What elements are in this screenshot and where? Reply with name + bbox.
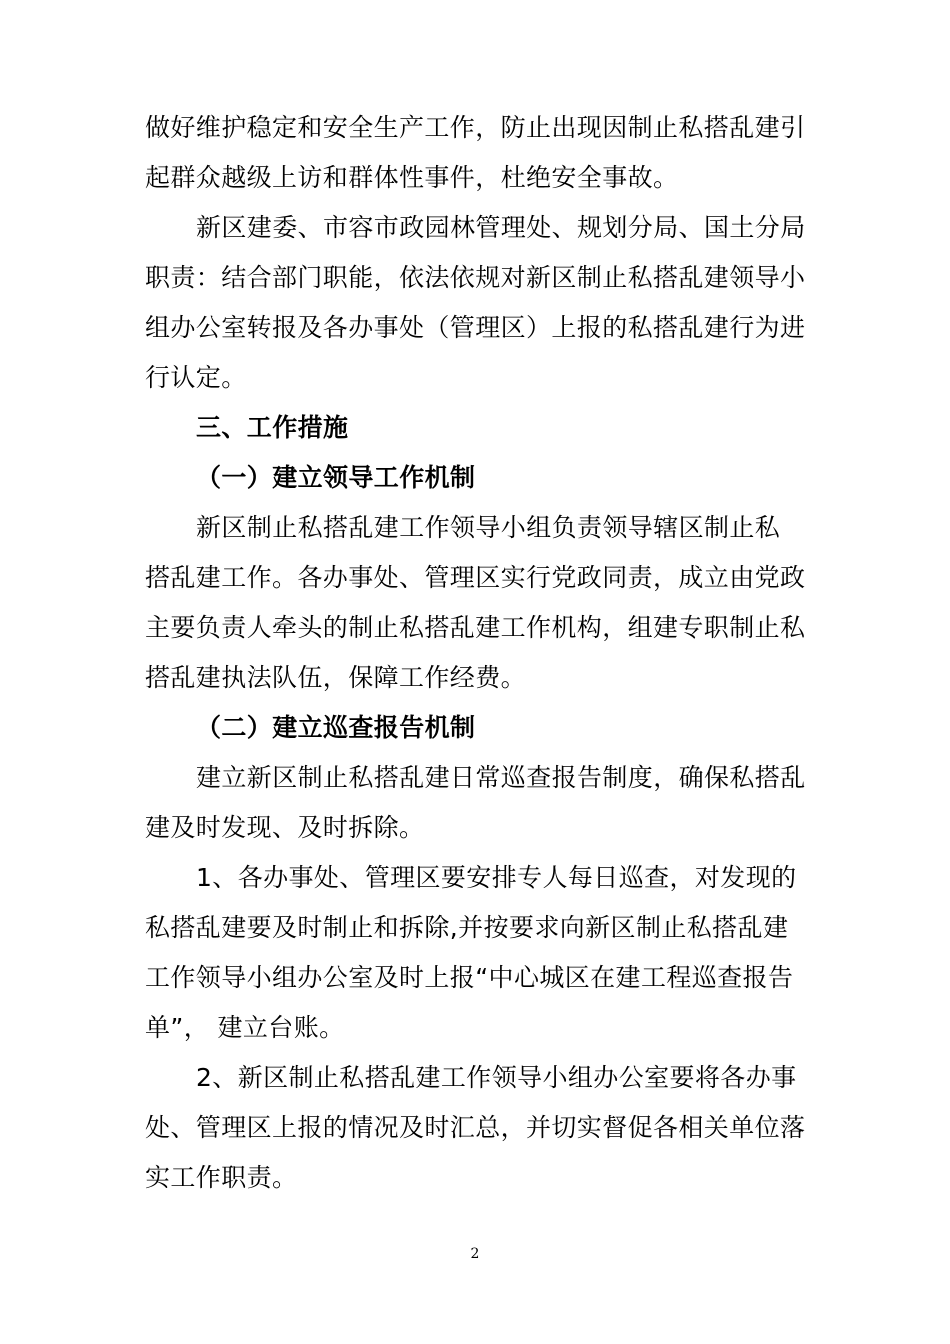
body-text-line: 做好维护稳定和安全生产工作，防止出现因制止私搭乱建引 xyxy=(145,113,806,142)
paragraph-first-line: 2、新区制止私搭乱建工作领导小组办公室要将各办事 xyxy=(196,1063,797,1092)
body-text-line: 实工作职责。 xyxy=(145,1163,298,1192)
section-heading: 三、工作措施 xyxy=(196,413,349,442)
body-text-line: 职责：结合部门职能，依法依规对新区制止私搭乱建领导小 xyxy=(145,263,806,292)
body-text-line: 主要负责人牵头的制止私搭乱建工作机构，组建专职制止私 xyxy=(145,613,806,642)
body-text-line: 起群众越级上访和群体性事件，杜绝安全事故。 xyxy=(145,163,679,192)
body-text-line: 私搭乱建要及时制止和拆除,并按要求向新区制止私搭乱建 xyxy=(145,913,789,942)
subsection-heading: （二）建立巡查报告机制 xyxy=(196,713,476,742)
body-text-line: 搭乱建工作。各办事处、管理区实行党政同责，成立由党政 xyxy=(145,563,806,592)
body-text-line: 搭乱建执法队伍，保障工作经费。 xyxy=(145,663,527,692)
paragraph-first-line: 建立新区制止私搭乱建日常巡查报告制度，确保私搭乱 xyxy=(196,763,806,792)
page-number: 2 xyxy=(470,1246,480,1262)
body-text-line: 建及时发现、及时拆除。 xyxy=(145,813,425,842)
body-text-line: 工作领导小组办公室及时上报“中心城区在建工程巡查报告 xyxy=(145,963,794,992)
subsection-heading: （一）建立领导工作机制 xyxy=(196,463,476,492)
paragraph-first-line: 1、各办事处、管理区要安排专人每日巡查，对发现的 xyxy=(196,863,797,892)
paragraph-first-line: 新区建委、市容市政园林管理处、规划分局、国土分局 xyxy=(196,213,806,242)
body-text-line: 单”， 建立台账。 xyxy=(145,1013,345,1042)
body-text-line: 处、管理区上报的情况及时汇总，并切实督促各相关单位落 xyxy=(145,1113,806,1142)
body-text-line: 组办公室转报及各办事处（管理区）上报的私搭乱建行为进 xyxy=(145,313,806,342)
body-text-line: 行认定。 xyxy=(145,363,247,392)
paragraph-first-line: 新区制止私搭乱建工作领导小组负责领导辖区制止私 xyxy=(196,513,781,542)
